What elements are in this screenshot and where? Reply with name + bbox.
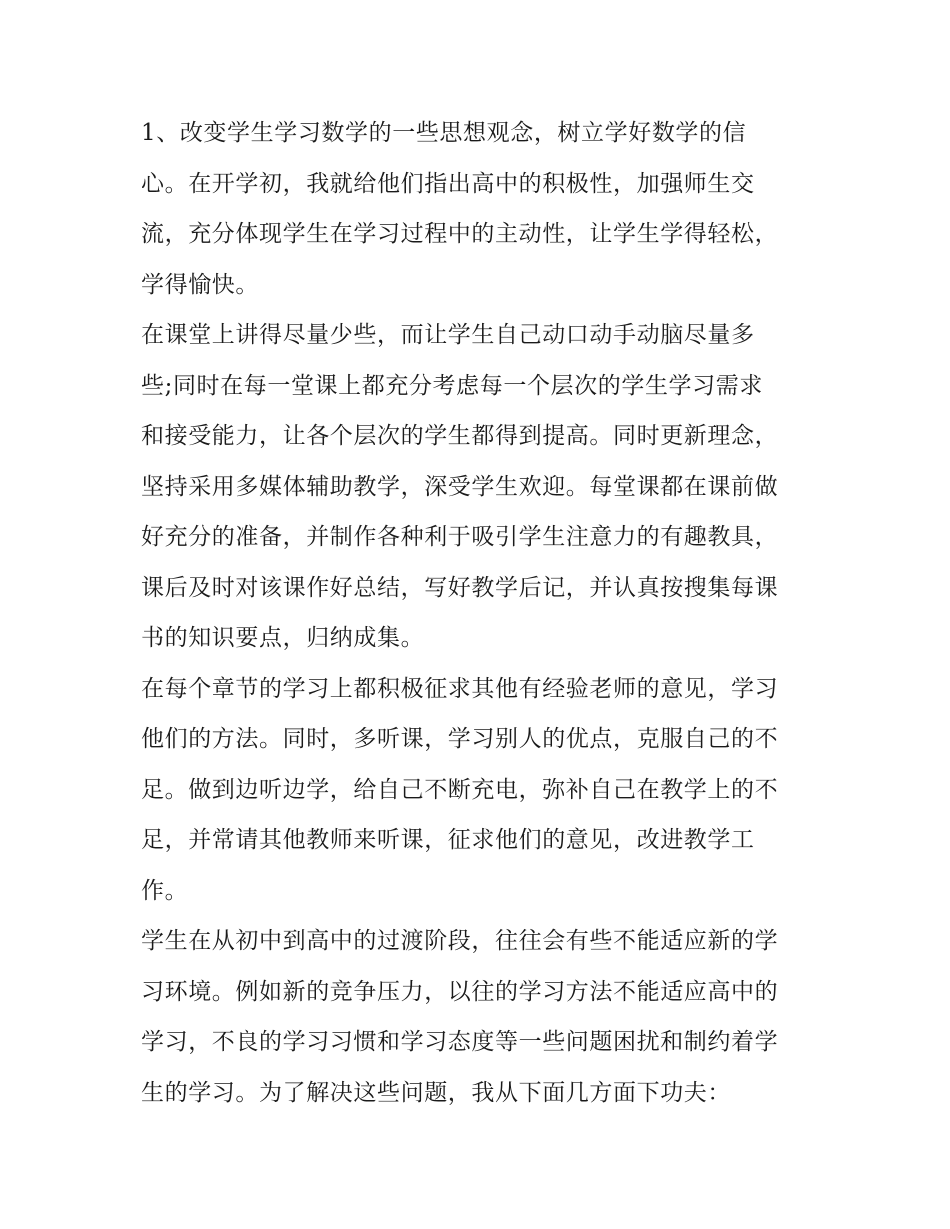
text-line: 课后及时对该课作好总结，写好教学后记，并认真按搜集每课 (141, 574, 779, 601)
text-line: 他们的方法。同时，多听课，学习别人的优点，克服自己的不 (141, 726, 779, 752)
text-line: 学得愉快。 (141, 271, 259, 298)
text-line: 和接受能力，让各个层次的学生都得到提高。同时更新理念， (141, 423, 779, 449)
text-line: 好充分的准备，并制作各种利于吸引学生注意力的有趣教具， (141, 524, 779, 550)
text-line: 习环境。例如新的竞争压力，以往的学习方法不能适应高中的 (141, 978, 779, 1005)
text-line: 学生在从初中到高中的过渡阶段，往往会有些不能适应新的学 (141, 928, 779, 954)
text-line: 流，充分体现学生在学习过程中的主动性，让学生学得轻松， (141, 221, 779, 247)
text-line: 在课堂上讲得尽量少些，而让学生自己动口动手动脑尽量多 (141, 322, 755, 348)
paragraph-4 (141, 916, 841, 1118)
paragraph-2 (141, 310, 841, 664)
paragraph-3 (141, 664, 841, 917)
document-body (141, 108, 841, 1118)
text-line: 坚持采用多媒体辅助教学，深受学生欢迎。每堂课都在课前做 (141, 473, 779, 500)
text-line: 足。做到边听边学，给自己不断充电，弥补自己在教学上的不 (141, 776, 779, 803)
text-line: 在每个章节的学习上都积极征求其他有经验老师的意见，学习 (141, 675, 779, 702)
text-line: 些;同时在每一堂课上都充分考虑每一个层次的学生学习需求 (141, 372, 763, 399)
text-line: 足，并常请其他教师来听课，征求他们的意见，改进教学工 (141, 827, 755, 853)
text-line: 生的学习。为了解决这些问题，我从下面几方面下功夫： (141, 1079, 731, 1106)
text-line: 1、改变学生学习数学的一些思想观念，树立学好数学的信 (141, 120, 747, 146)
text-line: 学习，不良的学习习惯和学习态度等一些问题困扰和制约着学 (141, 1029, 779, 1055)
text-line: 作。 (141, 877, 189, 904)
text-line: 书的知识要点，归纳成集。 (141, 625, 425, 651)
paragraph-1 (141, 108, 841, 310)
text-line: 心。在开学初，我就给他们指出高中的积极性，加强师生交 (141, 170, 755, 197)
